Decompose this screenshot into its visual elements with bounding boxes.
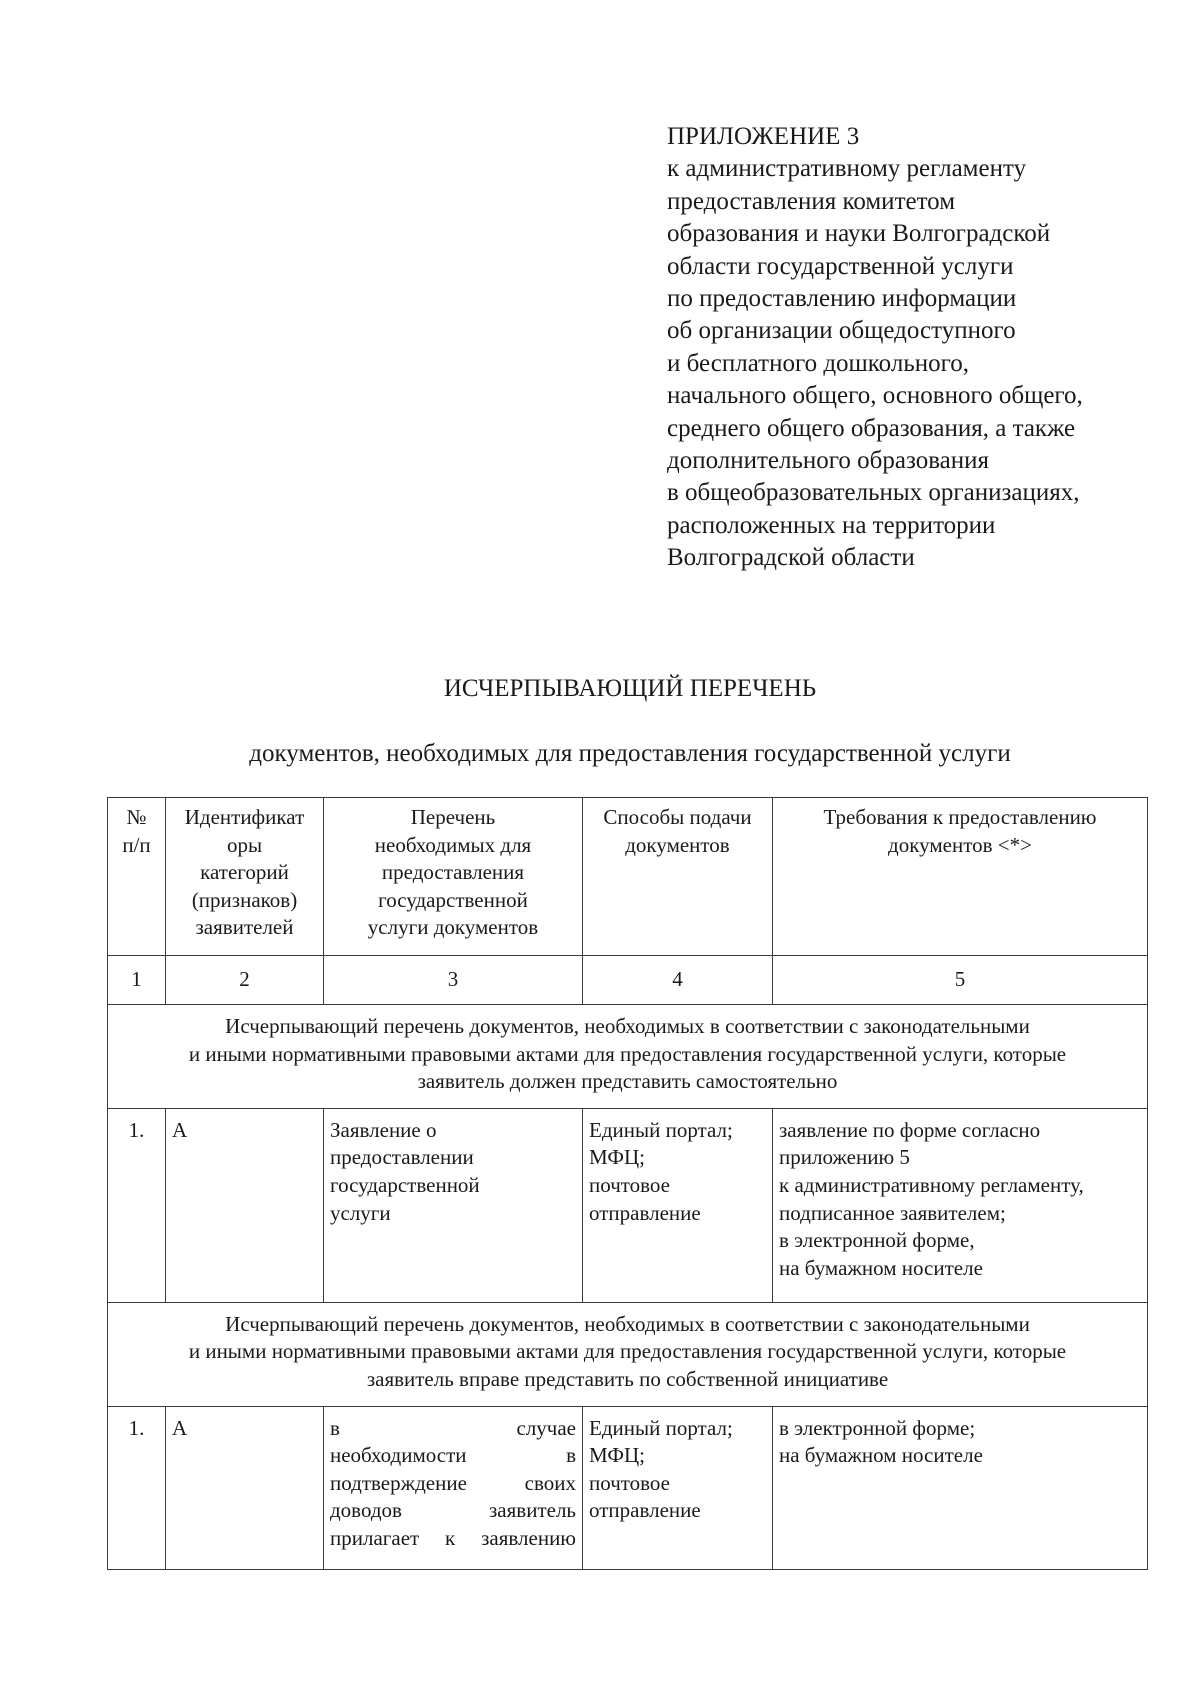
appendix-header: [667, 121, 1177, 575]
section-heading-mandatory: Исчерпывающий перечень документов, необходимых в соответствии с законодательными и иными нормативными правовыми актами для предоставления государственной услуги, которые заявитель должен представить самостоятельно: [108, 1005, 1148, 1109]
appendix-line: области государственной услуги: [667, 252, 1014, 280]
row-category: А: [166, 1406, 324, 1569]
appendix-line: среднего общего образования, а также: [667, 414, 1076, 442]
row-methods: Единый портал; МФЦ; почтовое отправление: [583, 1108, 773, 1302]
row-requirements: заявление по форме согласно приложению 5 к административному регламенту, подписанное заявителем; в электронной форме, на бумажном носителе: [773, 1108, 1148, 1302]
header-documents: Перечень необходимых для предоставления государственной услуги документов: [324, 798, 583, 956]
appendix-line: расположенных на территории: [667, 511, 996, 539]
appendix-title: ПРИЛОЖЕНИЕ 3: [667, 123, 860, 150]
appendix-line: дополнительного образования: [667, 447, 990, 475]
column-number: 2: [166, 956, 324, 1005]
row-methods: Единый портал; МФЦ; почтовое отправление: [583, 1406, 773, 1569]
appendix-line: в общеобразовательных организациях,: [667, 479, 1080, 507]
row-document: в случае необходимости в подтверждение своих доводов заявитель прилагает к заявлению: [324, 1406, 583, 1569]
documents-table: [107, 797, 1148, 1570]
column-number: 1: [108, 956, 166, 1005]
row-number: 1.: [108, 1406, 166, 1569]
row-category: А: [166, 1108, 324, 1302]
section-heading-row: [108, 1005, 1148, 1109]
header-requirements: Требования к предоставлению документов <*>: [773, 798, 1148, 956]
table-header-row: [108, 798, 1148, 956]
section-heading-optional: Исчерпывающий перечень документов, необходимых в соответствии с законодательными и иными нормативными правовыми актами для предоставления государственной услуги, которые заявитель вправе представить по собственной инициативе: [108, 1302, 1148, 1406]
appendix-line: по предоставлению информации: [667, 285, 1017, 313]
column-number-row: [108, 956, 1148, 1005]
column-number: 3: [324, 956, 583, 1005]
row-requirements: в электронной форме; на бумажном носителе: [773, 1406, 1148, 1569]
section-heading-row: [108, 1302, 1148, 1406]
table-row: [108, 1406, 1148, 1569]
header-submission-methods: Способы подачи документов: [583, 798, 773, 956]
column-number: 4: [583, 956, 773, 1005]
appendix-line: Волгоградской области: [667, 544, 915, 572]
row-number: 1.: [108, 1108, 166, 1302]
appendix-line: и бесплатного дошкольного,: [667, 349, 969, 377]
document-subtitle: документов, необходимых для предоставления государственной услуги: [249, 740, 1011, 767]
row-document: Заявление о предоставлении государственной услуги: [324, 1108, 583, 1302]
appendix-line: предоставления комитетом: [667, 187, 956, 215]
header-category: Идентификат оры категорий (признаков) заявителей: [166, 798, 324, 956]
appendix-line: образования и науки Волгоградской: [667, 220, 1051, 248]
appendix-line: к административному регламенту: [667, 155, 1027, 183]
document-title: ИСЧЕРПЫВАЮЩИЙ ПЕРЕЧЕНЬ: [443, 675, 817, 702]
table-row: [108, 1108, 1148, 1302]
appendix-line: об организации общедоступного: [667, 317, 1016, 345]
column-number: 5: [773, 956, 1148, 1005]
appendix-line: начального общего, основного общего,: [667, 382, 1083, 410]
header-number: № п/п: [108, 798, 166, 956]
